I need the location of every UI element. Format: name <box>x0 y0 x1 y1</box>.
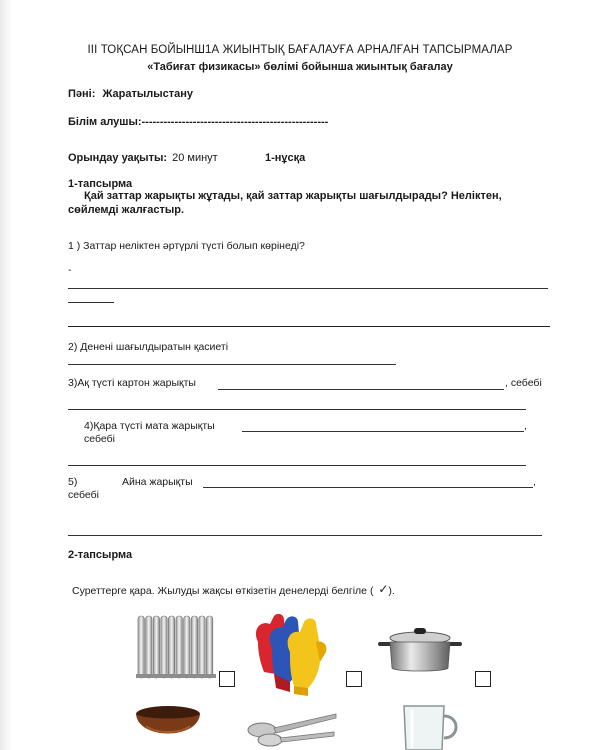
student-field[interactable]: Білім алушы:--------------------------------------------------- <box>68 116 329 128</box>
task2-prompt <box>72 582 395 597</box>
answer-line-3b[interactable] <box>68 409 526 410</box>
question-2: 2) Денені шағылдыратын қасиеті <box>68 341 229 353</box>
question-5-tail: , <box>533 476 536 488</box>
task1-title: 1-тапсырма <box>68 178 133 190</box>
checkbox-radiator[interactable] <box>219 671 235 687</box>
answer-line-1a[interactable] <box>68 288 548 289</box>
answer-line-4a[interactable] <box>242 431 524 432</box>
spoons-icon <box>244 708 340 750</box>
checkbox-pot[interactable] <box>475 671 491 687</box>
page-edge-shadow <box>0 0 12 750</box>
answer-line-4b[interactable] <box>68 465 526 466</box>
task2-prompt-text: Суреттерге қара. Жылуды жақсы өткізетін денелерді белгіле ( <box>72 585 374 597</box>
answer-line-2[interactable] <box>68 364 396 365</box>
worksheet-title: ІІІ ТОҚСАН БОЙЫНШ1А ЖИЫНТЫҚ БАҒАЛАУҒА АРНАЛҒАН ТАПСЫРМАЛАР <box>87 44 513 56</box>
answer-line-5a[interactable] <box>203 487 533 488</box>
radiator-icon <box>134 612 218 684</box>
question-3: 3)Ақ түсті картон жарықты <box>68 377 196 389</box>
glass-mug-icon <box>398 704 464 750</box>
question-5: Айна жарықты <box>122 476 193 488</box>
answer-line-5b[interactable] <box>68 535 542 536</box>
task2-title: 2-тапсырма <box>68 549 133 561</box>
question-1-dash: - <box>68 264 72 276</box>
task2-prompt-end: ). <box>388 585 395 597</box>
time-row <box>68 152 218 164</box>
question-4-cont: себебі <box>84 433 115 445</box>
oven-gloves-icon <box>250 612 332 698</box>
task1-prompt-line2: сөйлемді жалғастыр. <box>68 204 185 216</box>
question-5-number: 5) <box>68 476 78 488</box>
subject-value: Жаратылыстану <box>102 88 194 100</box>
task1-prompt-line1: Қай заттар жарықты жұтады, қай заттар жарықты шағылдырады? Неліктен, <box>84 190 502 202</box>
question-4-tail: , <box>524 420 527 432</box>
time-label: Орындау уақыты: <box>68 152 168 164</box>
answer-line-1c[interactable] <box>68 326 550 327</box>
variant-label: 1-нұсқа <box>265 152 306 164</box>
question-3-tail: , себебі <box>505 377 542 389</box>
question-1: 1 ) Заттар неліктен әртүрлі түсті болып көрінеді? <box>68 240 305 252</box>
question-5-cont: себебі <box>68 489 99 501</box>
subject-row <box>68 88 193 100</box>
answer-line-3a[interactable] <box>218 389 504 390</box>
subject-label: Пәні: <box>68 88 96 100</box>
check-mark-icon: ✓ <box>378 582 389 596</box>
wooden-bowl-icon <box>132 704 204 750</box>
question-4: 4)Қара түсті мата жарықты <box>84 420 215 432</box>
worksheet-subtitle: «Табиғат физикасы» бөлімі бойынша жиынтық бағалау <box>147 61 453 73</box>
cooking-pot-icon <box>376 624 464 676</box>
answer-line-1b[interactable] <box>68 302 114 303</box>
checkbox-gloves[interactable] <box>346 671 362 687</box>
time-value: 20 минут <box>172 152 218 164</box>
